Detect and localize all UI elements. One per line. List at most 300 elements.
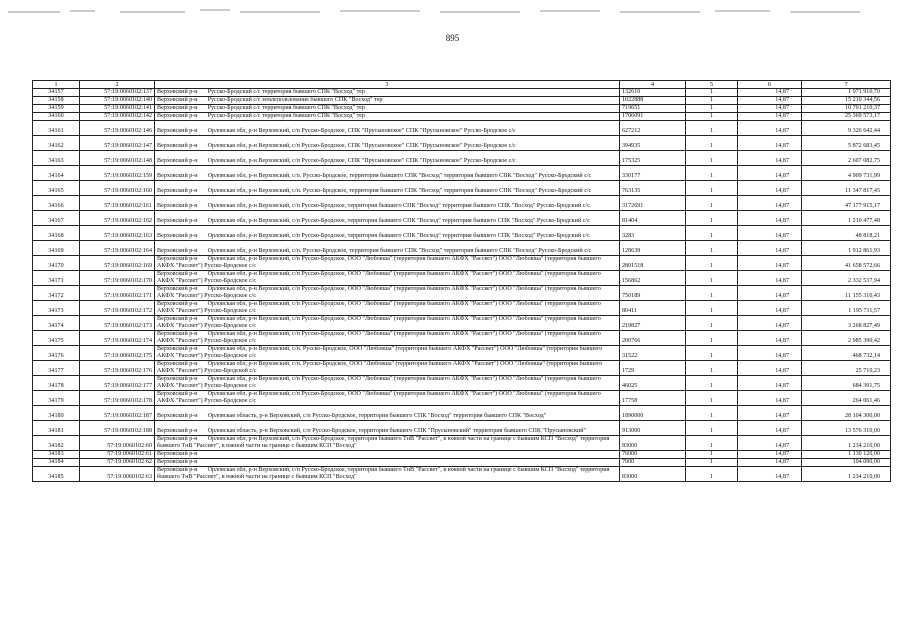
location-description: Орловская обл, р-н Верховский, с/п Русско-Бродское, территория бывшего СПК "Восход" территория бывшего СПК "Восход" Русско-Бродский с/с (207, 218, 590, 225)
row-number: 34185 (33, 467, 80, 482)
table-row (33, 346, 891, 361)
row-number: 34173 (33, 301, 80, 316)
location (155, 196, 620, 211)
area-value: 1706091 (620, 113, 686, 121)
cadastral-number: 57:19:0060102:160 (80, 181, 155, 196)
location (155, 121, 620, 136)
row-number: 34184 (33, 459, 80, 467)
scan-noise-header (0, 0, 905, 18)
cadastral-number: 57:19:0060102:147 (80, 136, 155, 151)
district-name: Верховский р-н (157, 271, 198, 278)
quantity: 1 (686, 467, 738, 482)
row-number: 34175 (33, 331, 80, 346)
table-row (33, 121, 891, 136)
area-value: 1022888 (620, 97, 686, 105)
row-number: 34170 (33, 256, 80, 271)
district-name: Верховский р-н (157, 436, 198, 443)
cadastral-value: 104 090,00 (802, 459, 891, 467)
cadastral-value: 1 130 120,00 (802, 451, 891, 459)
rate: 14,87 (738, 286, 802, 301)
area-value: 1890000 (620, 406, 686, 421)
location-description: Орловская обл, р-н Верховский, с/п. Русско-Бродское, ООО "Любовша" (территория бывшего АКФХ "Рассвет") ООО "Любовша" (территория бывшего АКФХ "Рассвет") Русско-Бродской с/с (157, 361, 603, 375)
col-header-6: 6 (738, 81, 802, 89)
district-name: Верховский р-н (157, 376, 198, 383)
quantity: 1 (686, 316, 738, 331)
location (155, 105, 620, 113)
cadastral-value: 264 061,46 (802, 391, 891, 406)
rate: 14,87 (738, 301, 802, 316)
area-value: 17758 (620, 391, 686, 406)
cadastral-number: 57:19:0060102:162 (80, 211, 155, 226)
cadastral-number: 57:19:0060102:148 (80, 151, 155, 166)
rate: 14,87 (738, 241, 802, 256)
location (155, 271, 620, 286)
area-value: 3283 (620, 226, 686, 241)
area-value: 83000 (620, 467, 686, 482)
table-row (33, 467, 891, 482)
cadastral-value: 15 210 344,56 (802, 97, 891, 105)
rate: 14,87 (738, 467, 802, 482)
area-value: 219827 (620, 316, 686, 331)
district-name: Верховский р-н (157, 391, 198, 398)
district-name: Верховский р-н (157, 97, 198, 104)
quantity: 1 (686, 286, 738, 301)
table-row (33, 271, 891, 286)
location-description: Орловская обл, р-н Верховский, с/п Русско-Бродское, ООО "Любовша" (территория бывшего АКФХ "Рассвет") ООО "Любовша" (территория бывшего АКФХ "Рассвет") Русско-Бродское с/с (157, 391, 601, 405)
rate: 14,87 (738, 196, 802, 211)
col-header-4: 4 (620, 81, 686, 89)
cadastral-value: 684 391,75 (802, 376, 891, 391)
location-description: Орловская обл, р-н Верховский, с/п Русско-Бродское, территория бывшего ТнВ "Рассвет", в южной части на границе с бывшим КСП "Восход" территория бывшего ТнВ "Рассвет", в южной части на границе с бывшим КСП "Восход" (157, 467, 610, 481)
location-description: Орловская область, р-н Верховский, с/п Русско-Бродское, территория бывшего СПК "Прусыновский" территория бывшего СПК "Прусыновский" (207, 428, 586, 435)
row-number: 34174 (33, 316, 80, 331)
district-name: Верховский р-н (157, 233, 198, 240)
location (155, 346, 620, 361)
rate: 14,87 (738, 421, 802, 436)
district-name: Верховский р-н (157, 459, 198, 466)
cadastral-value: 2 985 390,42 (802, 331, 891, 346)
rate: 14,87 (738, 436, 802, 451)
location-description: Орловская обл, р-н Верховский, с/п Русско-Бродское, территория бывшего СПК "Восход" территория бывшего СПК "Восход" Русско-Бродский с/с (207, 233, 590, 240)
rate: 14,87 (738, 121, 802, 136)
rate: 14,87 (738, 391, 802, 406)
row-number: 34179 (33, 391, 80, 406)
page-number: 895 (445, 33, 460, 43)
table-row (33, 89, 891, 97)
cadastral-number: 57:19:0060102:164 (80, 241, 155, 256)
table-row (33, 151, 891, 166)
cadastral-number: 57:19:0060102:161 (80, 196, 155, 211)
row-number: 34177 (33, 361, 80, 376)
area-value: 83000 (620, 436, 686, 451)
area-value: 1729 (620, 361, 686, 376)
location (155, 97, 620, 105)
table-row (33, 361, 891, 376)
cadastral-number: 57:19:0060102:171 (80, 286, 155, 301)
location (155, 451, 620, 459)
row-number: 34171 (33, 271, 80, 286)
location (155, 89, 620, 97)
rate: 14,87 (738, 331, 802, 346)
quantity: 1 (686, 436, 738, 451)
table-row (33, 331, 891, 346)
cadastral-value: 1 234 210,00 (802, 436, 891, 451)
row-number: 34167 (33, 211, 80, 226)
table-row (33, 105, 891, 113)
location (155, 421, 620, 436)
district-name: Верховский р-н (157, 286, 198, 293)
location-description: Орловская обл, р-н Верховский, с/п Русско-Бродское, ООО "Любовша" (территория бывшего АКФХ "Рассвет") ООО "Любовша" (территория бывшего АКФХ "Рассвет") Русско-Бродское с/с (157, 256, 601, 270)
rate: 14,87 (738, 459, 802, 467)
cadastral-number: 57:19:0060102:63 (80, 467, 155, 482)
quantity: 1 (686, 196, 738, 211)
quantity: 1 (686, 89, 738, 97)
location-description: Орловская обл, р-н Верховский, с/п Русско-Бродское, СПК "Прусыновское" СПК "Прусыновское" Русско-Бродское с/с (207, 128, 516, 135)
quantity: 1 (686, 301, 738, 316)
cadastral-value: 10 701 210,37 (802, 105, 891, 113)
area-value: 3172691 (620, 196, 686, 211)
row-number: 34161 (33, 121, 80, 136)
area-value: 330177 (620, 166, 686, 181)
row-number: 34163 (33, 151, 80, 166)
location (155, 391, 620, 406)
location (155, 467, 620, 482)
location (155, 316, 620, 331)
cadastral-number: 57:19:0060102:170 (80, 271, 155, 286)
rate: 14,87 (738, 256, 802, 271)
district-name: Верховский р-н (157, 89, 198, 96)
area-value: 2801518 (620, 256, 686, 271)
rate: 14,87 (738, 181, 802, 196)
location-description: Русско-Бродский с/с территория бывшего СПК "Восход" тер (207, 89, 366, 96)
location-description: Орловская обл, р-н Верховский, с/п Русско-Бродское, ООО "Любовша" (территория бывшего АКФХ "Рассвет") ООО "Любовша" (территория бывшего АКФХ "Рассвет") Русско-Бродское с/с (157, 376, 601, 390)
quantity: 1 (686, 361, 738, 376)
location-description: Орловская обл, р-н Верховский, с/п Русско-Бродское, ООО "Любовша" (территория бывшего АКФХ "Рассвет") ООО "Любовша" (территория бывшего АКФХ "Рассвет") Русско-Бродское с/с (157, 331, 601, 345)
rate: 14,87 (738, 151, 802, 166)
district-name: Верховский р-н (157, 316, 198, 323)
rate: 14,87 (738, 316, 802, 331)
cadastral-number: 57:19:0060102:163 (80, 226, 155, 241)
row-number: 34168 (33, 226, 80, 241)
cadastral-value: 11 347 817,45 (802, 181, 891, 196)
area-value: 200766 (620, 331, 686, 346)
row-number: 34160 (33, 113, 80, 121)
rate: 14,87 (738, 346, 802, 361)
location (155, 301, 620, 316)
cadastral-number: 57:19:0060102:187 (80, 406, 155, 421)
row-number: 34162 (33, 136, 80, 151)
col-header-1: 1 (33, 81, 80, 89)
row-number: 34165 (33, 181, 80, 196)
quantity: 1 (686, 226, 738, 241)
location (155, 113, 620, 121)
rate: 14,87 (738, 105, 802, 113)
area-value: 46025 (620, 376, 686, 391)
cadastral-number: 57:19:0060102:173 (80, 316, 155, 331)
cadastral-number: 57:19:0060102:140 (80, 97, 155, 105)
cadastral-value: 25 710,23 (802, 361, 891, 376)
location-description: Орловская обл, р-н Верховский, с/п Русско-Бродское, ООО "Любовша" (территория бывшего АКФХ "Рассвет") ООО "Любовша" (территория бывшего АКФХ "Рассвет") Русско-Бродское с/с (157, 286, 601, 300)
location-description: Орловская область, р-н Верховский, с/п Русско-Бродское, территория бывшего СПК "Восход" территория бывшего СПК "Восход" (207, 413, 547, 420)
area-value: 7000 (620, 459, 686, 467)
cadastral-value: 25 369 573,17 (802, 113, 891, 121)
rate: 14,87 (738, 376, 802, 391)
rate: 14,87 (738, 406, 802, 421)
quantity: 1 (686, 406, 738, 421)
cadastral-number: 57:19:0060102:175 (80, 346, 155, 361)
table-row (33, 181, 891, 196)
cadastral-number: 57:19:0060102:174 (80, 331, 155, 346)
district-name: Верховский р-н (157, 248, 198, 255)
location-description: Орловская обл, р-н Верховский, с/п. Русско-Бродское, территория бывшего СПК "Восход" территория бывшего СПК "Восход" Русско-Бродский с/с (207, 188, 592, 195)
district-name: Верховский р-н (157, 173, 198, 180)
rate: 14,87 (738, 226, 802, 241)
district-name: Верховский р-н (157, 428, 198, 435)
rate: 14,87 (738, 451, 802, 459)
location (155, 459, 620, 467)
rate: 14,87 (738, 89, 802, 97)
col-header-5: 5 (686, 81, 738, 89)
cadastral-value: 3 268 827,49 (802, 316, 891, 331)
location (155, 376, 620, 391)
row-number: 34176 (33, 346, 80, 361)
quantity: 1 (686, 166, 738, 181)
cadastral-value: 2 332 537,94 (802, 271, 891, 286)
location-description: Русско-Бродский с/с землепользование бывшего СПК "Восход" тер (207, 97, 383, 104)
row-number: 34181 (33, 421, 80, 436)
cadastral-value: 47 177 915,17 (802, 196, 891, 211)
location-description: Русско-Бродский с/с территория бывшего СПК "Восход" тер (207, 113, 366, 120)
quantity: 1 (686, 113, 738, 121)
area-value: 394935 (620, 136, 686, 151)
quantity: 1 (686, 451, 738, 459)
location (155, 406, 620, 421)
area-value: 719651 (620, 105, 686, 113)
area-value: 80411 (620, 301, 686, 316)
location-description: Орловская обл, р-н Верховский, с/п. Русско-Бродское, территория бывшего СПК "Восход" территория бывшего СПК "Восход" Русско-Бродский с/с (207, 248, 592, 255)
cadastral-number: 57:19:0060102:178 (80, 391, 155, 406)
rate: 14,87 (738, 271, 802, 286)
col-header-7: 7 (802, 81, 891, 89)
row-number: 34158 (33, 97, 80, 105)
cadastral-number: 57:19:0060102:142 (80, 113, 155, 121)
table-row (33, 226, 891, 241)
location (155, 436, 620, 451)
quantity: 1 (686, 241, 738, 256)
location (155, 226, 620, 241)
cadastral-value: 1 234 210,00 (802, 467, 891, 482)
location (155, 241, 620, 256)
area-value: 175325 (620, 151, 686, 166)
quantity: 1 (686, 151, 738, 166)
cadastral-number: 57:19:0060102:141 (80, 105, 155, 113)
cadastral-number: 57:19:0060102:176 (80, 361, 155, 376)
row-number: 34157 (33, 89, 80, 97)
cadastral-value: 5 872 683,45 (802, 136, 891, 151)
area-value: 156862 (620, 271, 686, 286)
area-value: 128639 (620, 241, 686, 256)
cadastral-number: 57:19:0060102:188 (80, 421, 155, 436)
cadastral-value: 1 971 910,70 (802, 89, 891, 97)
table-row (33, 436, 891, 451)
table-row (33, 196, 891, 211)
area-value: 627212 (620, 121, 686, 136)
rate: 14,87 (738, 211, 802, 226)
quantity: 1 (686, 376, 738, 391)
cadastral-number: 57:19:0060102:62 (80, 459, 155, 467)
cadastral-value: 4 909 731,99 (802, 166, 891, 181)
cadastral-value: 9 326 642,44 (802, 121, 891, 136)
cadastral-value: 11 155 310,43 (802, 286, 891, 301)
location-description: Русско-Бродский с/с территория бывшего СПК "Восход" тер (207, 105, 366, 112)
cadastral-value: 2 607 082,75 (802, 151, 891, 166)
cadastral-number: 57:19:0060102:177 (80, 376, 155, 391)
cadastral-number: 57:19:0060102:137 (80, 89, 155, 97)
quantity: 1 (686, 105, 738, 113)
row-number: 34172 (33, 286, 80, 301)
location (155, 331, 620, 346)
row-number: 34159 (33, 105, 80, 113)
cadastral-number: 57:19:0060102:146 (80, 121, 155, 136)
quantity: 1 (686, 391, 738, 406)
district-name: Верховский р-н (157, 113, 198, 120)
quantity: 1 (686, 271, 738, 286)
location-description: Орловская обл, р-н Верховский, с/п Русско-Бродское, территория бывшего СПК "Восход" территория бывшего СПК "Восход" Русско-Бродский с/с (207, 203, 590, 210)
location-description: Орловская обл, р-н Верховский, с/п Русско-Бродское, ООО "Любовша" (территория бывшего АКФХ "Рассвет") ООО "Любовша" (территория бывшего АКФХ "Рассвет") Русско-Бродское с/с (157, 316, 601, 330)
cadastral-number: 57:19:0060102:61 (80, 451, 155, 459)
area-value: 132610 (620, 89, 686, 97)
quantity: 1 (686, 121, 738, 136)
row-number: 34169 (33, 241, 80, 256)
district-name: Верховский р-н (157, 188, 198, 195)
table-row (33, 459, 891, 467)
quantity: 1 (686, 421, 738, 436)
table-row (33, 421, 891, 436)
location (155, 166, 620, 181)
quantity: 1 (686, 331, 738, 346)
district-name: Верховский р-н (157, 143, 198, 150)
area-value: 750189 (620, 286, 686, 301)
quantity: 1 (686, 346, 738, 361)
location-description: Орловская обл, р-н Верховский, с/п Русско-Бродское, СПК "Прусыновское" СПК "Прусыновское" Русско-Бродское с/с (207, 158, 516, 165)
table-row (33, 241, 891, 256)
table-row (33, 256, 891, 271)
area-value: 31522 (620, 346, 686, 361)
cadastral-value: 28 104 300,00 (802, 406, 891, 421)
location (155, 181, 620, 196)
district-name: Верховский р-н (157, 451, 198, 458)
table-row (33, 286, 891, 301)
location (155, 361, 620, 376)
area-value: 76000 (620, 451, 686, 459)
table-row (33, 301, 891, 316)
rate: 14,87 (738, 136, 802, 151)
location (155, 136, 620, 151)
rate: 14,87 (738, 113, 802, 121)
district-name: Верховский р-н (157, 361, 198, 368)
location-description: Орловская обл, р-н Верховский, с/п Русско-Бродское, СПК "Прусыновское" СПК "Прусыновское" Русско-Бродское с/с (207, 143, 516, 150)
area-value: 913000 (620, 421, 686, 436)
cadastral-number: 57:19:0060102:159 (80, 166, 155, 181)
table-row (33, 316, 891, 331)
row-number: 34178 (33, 376, 80, 391)
table-row (33, 406, 891, 421)
rate: 14,87 (738, 361, 802, 376)
location-description: Орловская обл, р-н Верховский, с/п Русско-Бродское, ООО "Любовша" (территория бывшего АКФХ "Рассвет") ООО "Любовша" (территория бывшего АКФХ "Рассвет") Русско-Бродское с/с (157, 301, 601, 315)
cadastral-value: 41 658 572,66 (802, 256, 891, 271)
cadastral-number: 57:19:0060102:60 (80, 436, 155, 451)
quantity: 1 (686, 136, 738, 151)
district-name: Верховский р-н (157, 467, 198, 474)
district-name: Верховский р-н (157, 218, 198, 225)
row-number: 34182 (33, 436, 80, 451)
location (155, 151, 620, 166)
table-row (33, 211, 891, 226)
district-name: Верховский р-н (157, 105, 198, 112)
district-name: Верховский р-н (157, 331, 198, 338)
quantity: 1 (686, 256, 738, 271)
district-name: Верховский р-н (157, 413, 198, 420)
location-description: Орловская обл, р-н Верховский, с/п Русско-Бродское, ООО "Любовша" (территория бывшего АКФХ "Рассвет") ООО "Любовша" (территория бывшего АКФХ "Рассвет") Русско-Бродское с/с (157, 271, 601, 285)
location-description: Орловская обл, р-н Верховский, с/п. Русско-Бродское, территория бывшего СПК "Восход" территория бывшего СПК "Восход" Русско-Бродский с/с (207, 173, 592, 180)
location-description: Орловская обл, р-н Верховский, с/п. Русско-Бродское, ООО "Любовша" (территория бывшего АКФХ "Рассвет") ООО "Любовша" (территория бывшего АКФХ "Рассвет") Русско-Бродское с/с (157, 346, 603, 360)
table-row (33, 451, 891, 459)
cadastral-value: 1 912 861,93 (802, 241, 891, 256)
district-name: Верховский р-н (157, 203, 198, 210)
cadastral-value: 1 210 477,48 (802, 211, 891, 226)
land-register-table (32, 80, 891, 482)
cadastral-value: 48 818,21 (802, 226, 891, 241)
rate: 14,87 (738, 97, 802, 105)
row-number: 34183 (33, 451, 80, 459)
quantity: 1 (686, 181, 738, 196)
quantity: 1 (686, 459, 738, 467)
location (155, 211, 620, 226)
row-number: 34166 (33, 196, 80, 211)
cadastral-number: 57:19:0060102:172 (80, 301, 155, 316)
district-name: Верховский р-н (157, 128, 198, 135)
quantity: 1 (686, 211, 738, 226)
area-value: 763135 (620, 181, 686, 196)
row-number: 34164 (33, 166, 80, 181)
district-name: Верховский р-н (157, 301, 198, 308)
cadastral-value: 1 195 711,57 (802, 301, 891, 316)
cadastral-value: 468 732,14 (802, 346, 891, 361)
table-row (33, 97, 891, 105)
col-header-3: 3 (155, 81, 620, 89)
location (155, 256, 620, 271)
cadastral-number: 57:19:0060102:169 (80, 256, 155, 271)
col-header-2: 2 (80, 81, 155, 89)
table-header (33, 81, 891, 89)
location-description: Орловская обл, р-н Верховский, с/п Русско-Бродское, территория бывшего ТнВ "Рассвет", в южной части на границе с бывшим КСП "Восход" территория бывшего ТнВ "Рассвет", в южной части на границе с бывшим КСП "Восход" (157, 436, 610, 450)
table-row (33, 113, 891, 121)
district-name: Верховский р-н (157, 256, 198, 263)
district-name: Верховский р-н (157, 346, 198, 353)
district-name: Верховский р-н (157, 158, 198, 165)
table-row (33, 166, 891, 181)
location (155, 286, 620, 301)
rate: 14,87 (738, 166, 802, 181)
cadastral-value: 13 576 310,00 (802, 421, 891, 436)
area-value: 81404 (620, 211, 686, 226)
row-number: 34180 (33, 406, 80, 421)
table-row (33, 376, 891, 391)
table-body (33, 89, 891, 482)
table-row (33, 391, 891, 406)
table-row (33, 136, 891, 151)
quantity: 1 (686, 97, 738, 105)
